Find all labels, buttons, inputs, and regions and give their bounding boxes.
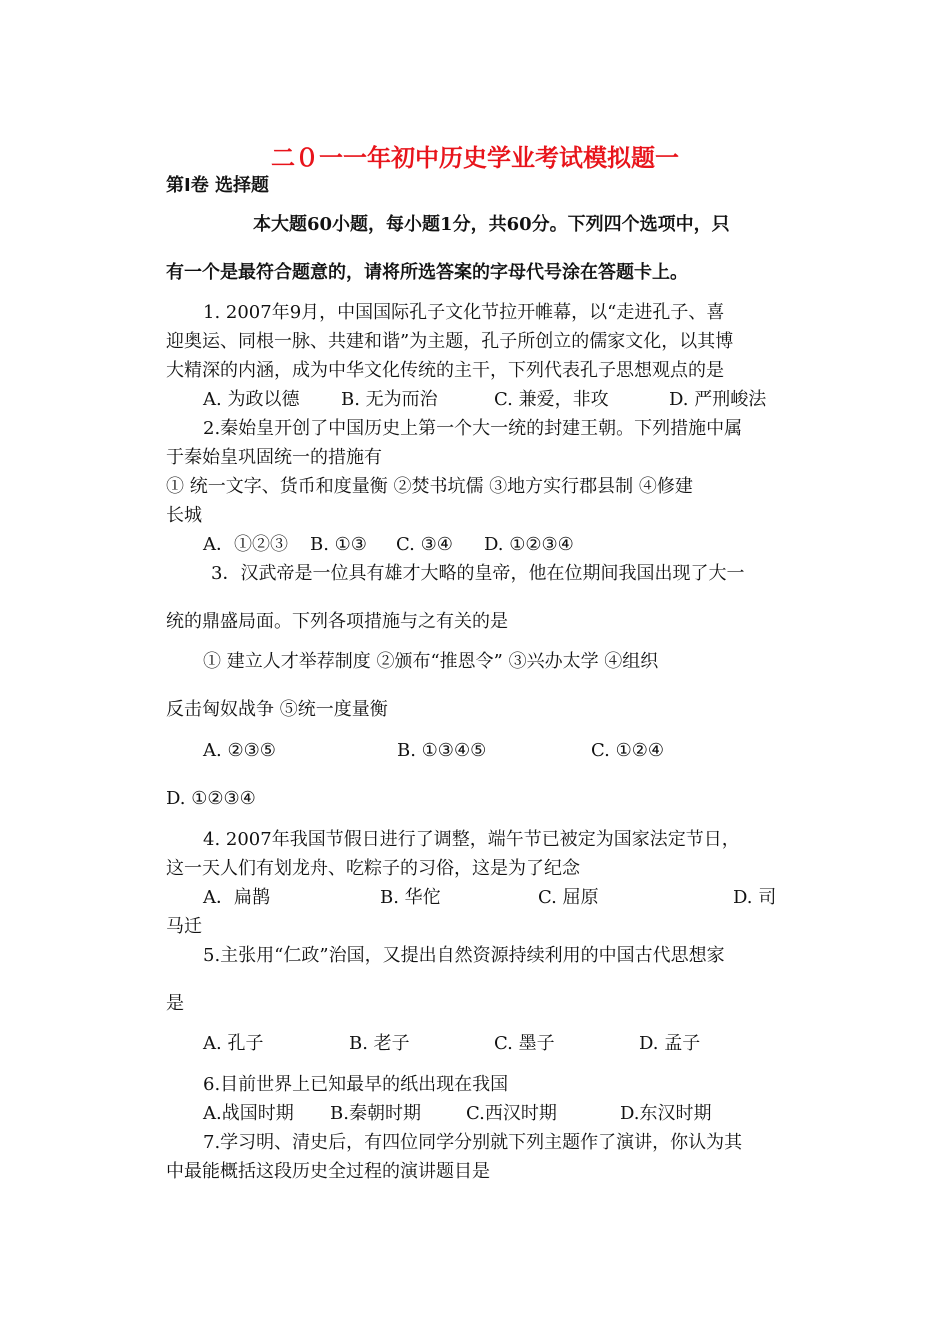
option-b: B. 老子	[349, 1033, 410, 1054]
option-a: A. 为政以德	[203, 389, 300, 410]
question-stem-line: 中最能概括这段历史全过程的演讲题目是	[166, 1161, 490, 1182]
option-a: A.战国时期	[203, 1103, 294, 1124]
answer-options	[0, 1102, 950, 1126]
question-stem-line: 2.秦始皇开创了中国历史上第一个大一统的封建王朝。下列措施中属	[203, 418, 743, 439]
option-c: C. 兼爱，非攻	[494, 389, 609, 410]
instruction-line: 本大题60小题，每小题1分，共60分。下列四个选项中，只	[253, 214, 730, 235]
question-stem-line: 于秦始皇巩固统一的措施有	[166, 447, 382, 468]
option-b: B. 华佗	[380, 887, 441, 908]
option-a: A. 孔子	[203, 1033, 264, 1054]
option-b: B. ①③	[310, 534, 367, 555]
option-d: D.东汉时期	[620, 1103, 712, 1124]
question-stem-line: 5.主张用“仁政”治国，又提出自然资源持续利用的中国古代思想家	[203, 945, 725, 966]
option-c: C. ③④	[396, 534, 453, 555]
question-stem-line: 4. 2007年我国节假日进行了调整，端午节已被定为国家法定节日，	[203, 829, 740, 850]
question-stem-line: 大精深的内涵，成为中华文化传统的主干，下列代表孔子思想观点的是	[166, 360, 724, 381]
question-stem-line: 这一天人们有划龙舟、吃粽子的习俗，这是为了纪念	[166, 858, 580, 879]
option-d: D. ①②③④	[166, 788, 256, 809]
answer-options	[0, 388, 950, 412]
option-d: D. 司	[733, 887, 777, 908]
option-d-wrap: 马迁	[166, 916, 202, 937]
question-stem-line: 统的鼎盛局面。下列各项措施与之有关的是	[166, 611, 508, 632]
question-stem-line: ① 建立人才举荐制度 ②颁布“推恩令” ③兴办太学 ④组织	[203, 651, 659, 672]
instruction-line: 有一个是最符合题意的，请将所选答案的字母代号涂在答题卡上。	[166, 262, 688, 283]
option-d: D. 严刑峻法	[669, 389, 767, 410]
question-stem-line: 3．汉武帝是一位具有雄才大略的皇帝，他在位期间我国出现了大一	[211, 563, 745, 584]
option-b: B. ①③④⑤	[397, 740, 487, 761]
option-c: C. 屈原	[538, 887, 599, 908]
option-c: C. ①②④	[591, 740, 664, 761]
option-a: A．①②③	[203, 534, 288, 555]
answer-options	[0, 739, 950, 763]
section-heading: 第Ⅰ卷 选择题	[166, 175, 269, 196]
option-c: C. 墨子	[494, 1033, 555, 1054]
option-c: C.西汉时期	[466, 1103, 557, 1124]
option-a: A．扁鹊	[203, 887, 270, 908]
question-stem-line: 长城	[166, 505, 202, 526]
exam-title: 二０一一年初中历史学业考试模拟题一	[271, 144, 679, 172]
option-b: B. 无为而治	[341, 389, 438, 410]
answer-options	[0, 1032, 950, 1056]
question-stem-line: 6.目前世界上已知最早的纸出现在我国	[203, 1074, 509, 1095]
answer-options	[0, 533, 950, 557]
option-b: B.秦朝时期	[330, 1103, 421, 1124]
option-d: D. 孟子	[639, 1033, 701, 1054]
question-stem-line: 7.学习明、清史后，有四位同学分别就下列主题作了演讲，你认为其	[203, 1132, 743, 1153]
option-d: D. ①②③④	[484, 534, 574, 555]
option-a: A. ②③⑤	[203, 740, 276, 761]
question-stem-line: 迎奥运、同根一脉、共建和谐”为主题，孔子所创立的儒家文化，以其博	[166, 331, 734, 352]
question-stem-line: 反击匈奴战争 ⑤统一度量衡	[166, 699, 388, 720]
question-stem-line: 1. 2007年9月，中国国际孔子文化节拉开帷幕，以“走进孔子、喜	[203, 302, 725, 323]
answer-options	[0, 886, 950, 910]
question-stem-line: 是	[166, 993, 184, 1014]
question-stem-line: ① 统一文字、货币和度量衡 ②焚书坑儒 ③地方实行郡县制 ④修建	[166, 476, 693, 497]
